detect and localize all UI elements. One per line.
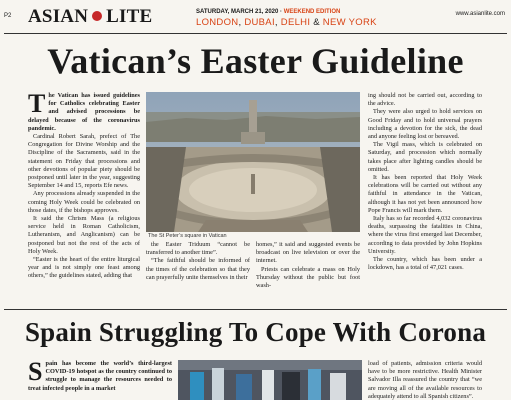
story1-column-3 (256, 241, 360, 290)
vatican-square-image (146, 92, 360, 232)
story2-dropcap: S (28, 360, 43, 386)
story1-paragraph: the Easter Triduum “cannot be transferred to another time”. (146, 241, 250, 257)
story2-column-1 (28, 360, 172, 400)
story1-paragraph: The country, which has been under a lockdown, has a total of 47,021 cases. (368, 256, 482, 272)
story1-lead: The Vatican has issued guidelines for Catholics celebrating Easter and advised processions be delayed because of the coronavirus pandemic. (28, 89, 140, 132)
edition-label: WEEKEND EDITION (283, 9, 341, 15)
story1-paragraph: Cardinal Robert Sarah, prefect of The Congregation for Divine Worship and the Discipline of the Sacraments, said in the statement on Friday that processions and other devotions of popular piety should be postponed until later in the year, suggesting September 14 and 15, reports Efe news. (28, 133, 140, 190)
logo-text-left: ASIAN (28, 6, 89, 27)
newspaper-logo (28, 6, 152, 28)
story1-paragraph: “The faithful should be informed of the times of the celebration so that they can prayerfully unite themselves in their (146, 257, 250, 281)
city-delhi: DELHI (280, 17, 311, 28)
story1-paragraph: ing should not be carried out, according to the advice. (368, 92, 482, 108)
page-number: P2 (4, 13, 12, 19)
story1-paragraph: Priests can celebrate a mass on Holy Thursday without the public but foot wash- (256, 265, 360, 290)
story1-column-1 (28, 89, 140, 281)
story2-paragraph: load of patients, admission criteria would have to be more restrictive. Health Minister Salvador Illa reassured the country that “we are moving all of the available resources to adequately attend to all Spanish citizens”. (368, 360, 482, 400)
hospital-image (178, 360, 362, 400)
edition-cities: LONDON, DUBAI, DELHI & NEW YORK (196, 17, 377, 28)
dateline (196, 9, 340, 15)
story1-paragraph: It has been reported that Holy Week celebrations will be carried out without any faithful in attendance in the Vatican, although it has not yet been announced how Pope Francis will mark them. (368, 174, 482, 214)
masthead-divider (4, 33, 507, 34)
city-london: LONDON (196, 17, 239, 28)
logo-dot-icon (92, 11, 102, 21)
story2-headline: Spain Struggling To Cope With Corona (24, 317, 487, 347)
story2-lead: Spain has become the world’s third-largest COVID-19 hotspot as the country continued to struggle to manage the resources needed to treat infected people in a market (28, 360, 172, 392)
story2-column-4 (368, 360, 482, 400)
issue-date: SATURDAY, MARCH 21, 2020 · (196, 9, 284, 15)
photo-caption: The St Peter’s square in Vatican (148, 233, 227, 239)
city-dubai: DUBAI (244, 17, 275, 28)
story1-paragraph: Italy has so far recorded 4,032 coronavirus deaths, surpassing the fatalities in China, where the virus first emerged last December, according to data provided by John Hopkins University. (368, 215, 482, 255)
logo-text-right: LITE (106, 6, 153, 27)
story1-headline: Vatican’s Easter Guideline (47, 41, 464, 81)
city-new-york: NEW YORK (322, 17, 377, 28)
story1-paragraph: It said the Chrism Mass (a religious service held in Roman Catholicism, Lutheranism, and Anglicanism) can be postponed but not the rest of the acts of Holy Week. (28, 215, 140, 255)
story1-paragraph: Any processions already suspended in the coming Holy Week could be celebrated on those dates, if the bishops approves. (28, 190, 140, 214)
masthead (0, 4, 511, 34)
story1-column-2 (146, 241, 250, 282)
story-divider (4, 309, 507, 310)
vatican-square-photo (146, 92, 360, 232)
website-url[interactable]: www.asianlite.com (455, 11, 505, 17)
story1-paragraph: homes,” it said and suggested events be broadcast on live television or over the internet. (256, 241, 360, 265)
story1-dropcap: T (28, 89, 46, 118)
story1-paragraph: The Vigil mass, which is celebrated on Saturday, and procession which normally takes place after lighting candles should be omitted. (368, 141, 482, 173)
story1-column-4 (368, 92, 482, 272)
hospital-photo (178, 360, 362, 400)
story1-paragraph: “Easter is the heart of the entire liturgical year and is not simply one feast among others,” the guidelines stated, adding that (28, 256, 140, 280)
story1-paragraph: They were also urged to hold services on Good Friday and to hold universal prayers including a devotion for the sick, the dead and anyone feeling lost or bereaved. (368, 108, 482, 141)
